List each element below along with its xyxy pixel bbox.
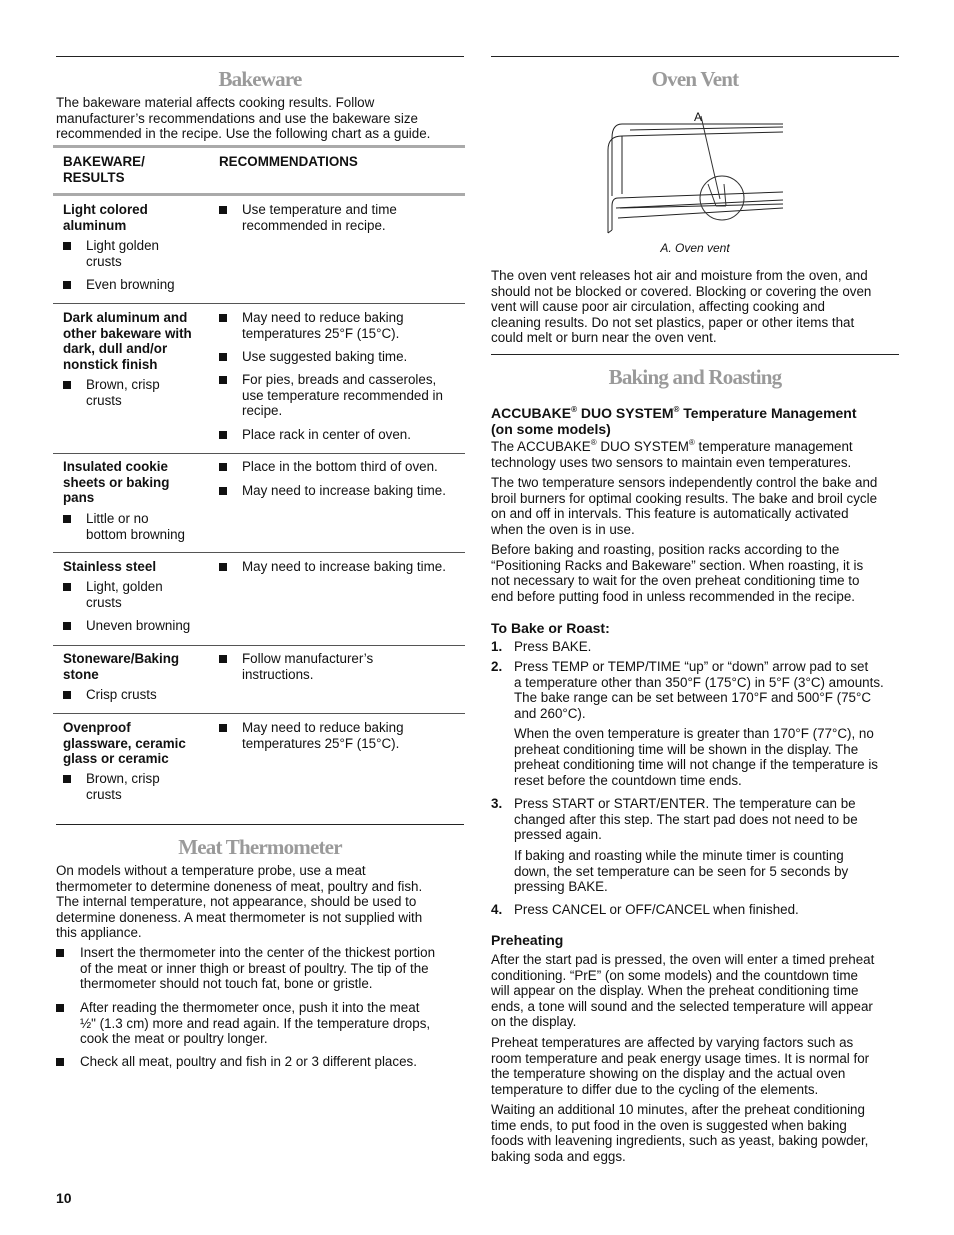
oven-vent-illustration [600,108,790,243]
recommendation-item: For pies, breads and casseroles, use temperature recommended in recipe. [242,372,443,419]
meat-bullet: Check all meat, poultry and fish in 2 or 3 different places. [80,1054,417,1069]
bakeware-type: Stainless steel [63,559,157,574]
meat-thermometer-heading: Meat Thermometer [178,835,342,859]
bullet-icon [219,463,227,471]
bullet-icon [219,724,227,732]
result-item: Little or no bottom browning [86,511,185,542]
bullet-icon [219,563,227,571]
bakeware-type: Insulated cookie sheets or baking pans [63,459,170,506]
bullet-icon [219,487,227,495]
recommendation-item: May need to increase baking time. [242,559,446,574]
top-rule-left [56,56,464,57]
recommendation-item: Place in the bottom third of oven. [242,459,438,474]
bullet-icon [219,655,227,663]
bullet-icon [56,1058,64,1066]
oven-vent-heading: Oven Vent [651,67,739,91]
recommendation-item: May need to reduce baking temperatures 25°F (15°C). [242,310,404,341]
recommendation-item: May need to increase baking time. [242,483,446,498]
step-number: 2. [491,659,503,674]
recommendation-item: Use temperature and time recommended in recipe. [242,202,397,233]
page-number: 10 [56,1190,72,1206]
baking-roasting-heading: Baking and Roasting [608,365,782,389]
step-text: Press BAKE. [514,639,592,654]
result-item: Light, golden crusts [86,579,163,610]
step-number: 4. [491,902,503,917]
row-divider [53,645,465,646]
row-divider [53,453,465,454]
step-text: Press TEMP or TEMP/TIME “up” or “down” arrow pad to set a temperature other than 350°F (175°C) in 5°F (3°C) amounts. The bake range can be set between 170°F and 500°F (75°C and 260°C). [514,659,884,721]
bakeware-type: Dark aluminum and other bakeware with dark, dull and/or nonstick finish [63,310,192,372]
vent-text: The oven vent releases hot air and moisture from the oven, and should not be blocked or covered. Blocking or covering the oven vent will cause poor air circulation, affecting cooking and cleaning results. Do not set plastics, paper or other items that could melt or burn near the oven vent. [491,268,872,346]
roast-rule [491,354,899,355]
preheat-para: Preheat temperatures are affected by varying factors such as room temperature and peak energy usage times. It is normal for the temperature showing on the display and the actual oven temperature to differ due to the cycling of the elements. [491,1035,870,1097]
row-divider [53,713,465,714]
result-item: Uneven browning [86,618,191,633]
step-text: Press START or START/ENTER. The temperature can be changed after this step. The start pad does not need to be pressed again. [514,796,858,843]
table-header-bakeware: BAKEWARE/ RESULTS [63,154,145,185]
vent-caption: A. Oven vent [660,241,730,255]
result-item: Crisp crusts [86,687,157,702]
accubake-subheading: ACCUBAKE® DUO SYSTEM® Temperature Management (on some models) [491,405,857,437]
bullet-icon [219,206,227,214]
meat-bullet: Insert the thermometer into the center of the thickest portion of the meat or inner thigh or breast of poultry. The tip of the thermometer should not touch fat, bone or gristle. [80,945,436,992]
top-rule-right [491,56,899,57]
bullet-icon [219,431,227,439]
bake-roast-title: To Bake or Roast: [491,620,610,636]
racks-para: Before baking and roasting, position racks according to the “Positioning Racks and Bakeware” section. When roasting, it is not necessary to wait for the oven preheat conditioning time to end before putting food in unless recommended in the recipe. [491,542,864,604]
bullet-icon [63,622,71,630]
result-item: Even browning [86,277,175,292]
callout-label: A [694,110,703,124]
preheat-para: Waiting an additional 10 minutes, after the preheat conditioning time ends, to put food in the oven is suggested when baking foods with leavening ingredients, such as yeast, baking powder, baking soda and eggs. [491,1102,869,1164]
result-item: Brown, crisp crusts [86,771,160,802]
recommendation-item: Follow manufacturer’s instructions. [242,651,374,682]
bakeware-type: Stoneware/Baking stone [63,651,180,682]
preheating-title: Preheating [491,932,564,948]
bullet-icon [56,949,64,957]
row-divider [53,303,465,304]
preheat-para: After the start pad is pressed, the oven will enter a timed preheat conditioning. “PrE” (on some models) and the countdown time will appear on the display. When the preheat conditioning time ends, a tone will sound and the selected temperature will appear on the display. [491,952,875,1030]
table-top-rule [53,145,465,148]
result-item: Light golden crusts [86,238,159,269]
step-note: If baking and roasting while the minute timer is counting down, the set temperature can be seen for 5 seconds by pressing BAKE. [514,848,849,895]
recommendation-item: Place rack in center of oven. [242,427,411,442]
bullet-icon [219,376,227,384]
step-text: Press CANCEL or OFF/CANCEL when finished. [514,902,799,917]
bakeware-type: Light colored aluminum [63,202,148,233]
result-item: Brown, crisp crusts [86,377,160,408]
bullet-icon [219,314,227,322]
bakeware-type: Ovenproof glassware, ceramic glass or ceramic [63,720,186,767]
bakeware-intro: The bakeware material affects cooking results. Follow manufacturer’s recommendations and use the bakeware size recommended in the recipe. Use the following chart as a guide. [56,95,431,142]
step-note: When the oven temperature is greater than 170°F (77°C), no preheat conditioning time will be shown in the display. The preheat conditioning time will not change if the temperature is reset before the countdown time ends. [514,726,878,788]
sensors-para: The two temperature sensors independently control the bake and broil burners for optimal cooking results. The bake and broil cycle on and off in intervals. This feature is automatically activated when the oven is in use. [491,475,878,537]
row-divider [53,552,465,553]
accubake-para: The ACCUBAKE® DUO SYSTEM® temperature management technology uses two sensors to maintain even temperatures. [491,438,853,470]
bullet-icon [63,381,71,389]
step-number: 1. [491,639,503,654]
bullet-icon [63,515,71,523]
bullet-icon [56,1004,64,1012]
bullet-icon [63,242,71,250]
bullet-icon [63,775,71,783]
meat-bullet: After reading the thermometer once, push it into the meat ½" (1.3 cm) more and read again. If the temperature drops, cook the meat or poultry longer. [80,1000,431,1047]
recommendation-item: Use suggested baking time. [242,349,408,364]
bullet-icon [219,353,227,361]
meat-intro: On models without a temperature probe, use a meat thermometer to determine doneness of meat, poultry and fish. The internal temperature, not appearance, should be used to determine doneness. A meat thermometer is not supplied with this appliance. [56,863,423,941]
bakeware-heading: Bakeware [218,67,302,91]
recommendation-item: May need to reduce baking temperatures 25°F (15°C). [242,720,404,751]
oven-vent-diagram [600,108,790,243]
step-number: 3. [491,796,503,811]
meat-rule [56,824,464,825]
bullet-icon [63,281,71,289]
table-header-recommendations: RECOMMENDATIONS [219,154,358,169]
table-header-rule [53,193,465,196]
bullet-icon [63,691,71,699]
bullet-icon [63,583,71,591]
